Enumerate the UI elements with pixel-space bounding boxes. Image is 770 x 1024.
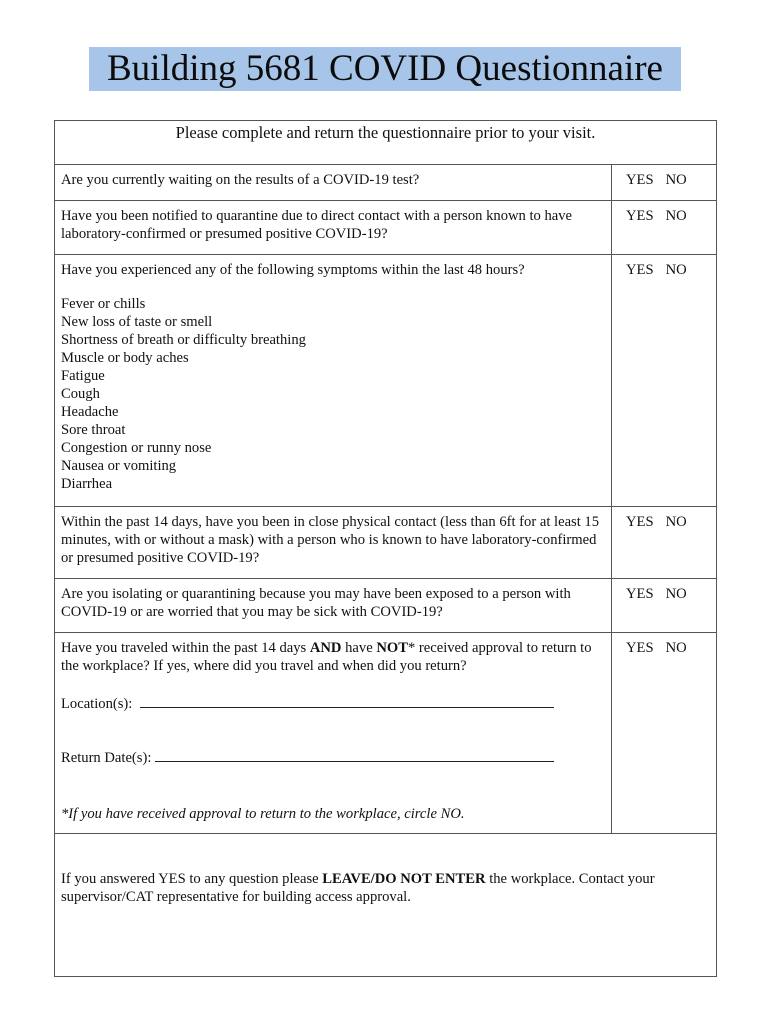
question-5: Are you isolating or quarantining because you may have been exposed to a person with COVID-19 or are worried that you may be sick with COVID-19? bbox=[55, 579, 612, 633]
list-item: Fatigue bbox=[61, 368, 105, 384]
question-row-3 bbox=[55, 255, 717, 507]
intro-row bbox=[55, 121, 717, 165]
no-option[interactable]: NO bbox=[665, 640, 687, 656]
question-row-2 bbox=[55, 201, 717, 255]
yes-option[interactable]: YES bbox=[626, 208, 654, 224]
question-row-6 bbox=[55, 633, 717, 834]
location-label: Location(s): bbox=[61, 696, 133, 712]
question-row-4 bbox=[55, 507, 717, 579]
intro-text: Please complete and return the questionnaire prior to your visit. bbox=[55, 121, 717, 165]
question-6-text: * received approval to return to the workplace? If yes, where did you travel and when did you return? bbox=[61, 640, 592, 674]
not-emphasis: NOT bbox=[376, 640, 408, 656]
page-title: Building 5681 COVID Questionnaire bbox=[89, 47, 681, 91]
question-3-cell bbox=[55, 255, 612, 507]
list-item: Muscle or body aches bbox=[61, 350, 189, 366]
return-date-label: Return Date(s): bbox=[61, 750, 152, 766]
answer-options-3 bbox=[612, 255, 717, 507]
yes-option[interactable]: YES bbox=[626, 586, 654, 602]
final-text: the workplace. Contact your supervisor/CAT representative for building access approval. bbox=[61, 871, 655, 905]
list-item: Nausea or vomiting bbox=[61, 458, 177, 474]
no-option[interactable]: NO bbox=[665, 262, 687, 278]
question-6 bbox=[61, 639, 603, 675]
no-option[interactable]: NO bbox=[665, 514, 687, 530]
question-row-1 bbox=[55, 165, 717, 201]
question-2: Have you been notified to quarantine due to direct contact with a person known to have laboratory-confirmed or presumed positive COVID-19? bbox=[55, 201, 612, 255]
no-option[interactable]: NO bbox=[665, 208, 687, 224]
return-date-field bbox=[61, 749, 603, 767]
return-date-input-line[interactable] bbox=[155, 749, 554, 762]
list-item: Sore throat bbox=[61, 422, 126, 438]
list-item: Congestion or runny nose bbox=[61, 440, 212, 456]
no-option[interactable]: NO bbox=[665, 172, 687, 188]
no-option[interactable]: NO bbox=[665, 586, 687, 602]
list-item: New loss of taste or smell bbox=[61, 314, 213, 330]
question-4: Within the past 14 days, have you been in close physical contact (less than 6ft for at least 15 minutes, with or without a mask) with a person who is known to have laboratory-confirmed or presumed positive COVID-19? bbox=[55, 507, 612, 579]
location-input-line[interactable] bbox=[140, 695, 554, 708]
question-6-text: have bbox=[341, 640, 377, 656]
final-instruction bbox=[55, 834, 717, 977]
final-text: If you answered YES to any question please bbox=[61, 871, 323, 887]
list-item: Fever or chills bbox=[61, 296, 146, 312]
answer-options-2 bbox=[612, 201, 717, 255]
final-instruction-row bbox=[55, 834, 717, 977]
symptom-list bbox=[61, 295, 603, 493]
list-item: Cough bbox=[61, 386, 100, 402]
location-field bbox=[61, 695, 603, 713]
leave-emphasis: LEAVE/DO NOT ENTER bbox=[322, 871, 486, 887]
list-item: Headache bbox=[61, 404, 119, 420]
questionnaire-table bbox=[54, 120, 717, 977]
and-emphasis: AND bbox=[309, 640, 342, 656]
yes-option[interactable]: YES bbox=[626, 640, 654, 656]
question-6-cell bbox=[55, 633, 612, 834]
question-6-text: Have you traveled within the past 14 days bbox=[61, 640, 310, 656]
answer-options-6 bbox=[612, 633, 717, 834]
yes-option[interactable]: YES bbox=[626, 262, 654, 278]
approval-note: *If you have received approval to return to the workplace, circle NO. bbox=[61, 806, 465, 822]
question-3: Have you experienced any of the following symptoms within the last 48 hours? bbox=[61, 262, 525, 278]
yes-option[interactable]: YES bbox=[626, 172, 654, 188]
question-row-5 bbox=[55, 579, 717, 633]
answer-options-4 bbox=[612, 507, 717, 579]
list-item: Shortness of breath or difficulty breathing bbox=[61, 332, 306, 348]
yes-option[interactable]: YES bbox=[626, 514, 654, 530]
answer-options-5 bbox=[612, 579, 717, 633]
answer-options-1 bbox=[612, 165, 717, 201]
list-item: Diarrhea bbox=[61, 476, 113, 492]
question-1: Are you currently waiting on the results of a COVID-19 test? bbox=[55, 165, 612, 201]
